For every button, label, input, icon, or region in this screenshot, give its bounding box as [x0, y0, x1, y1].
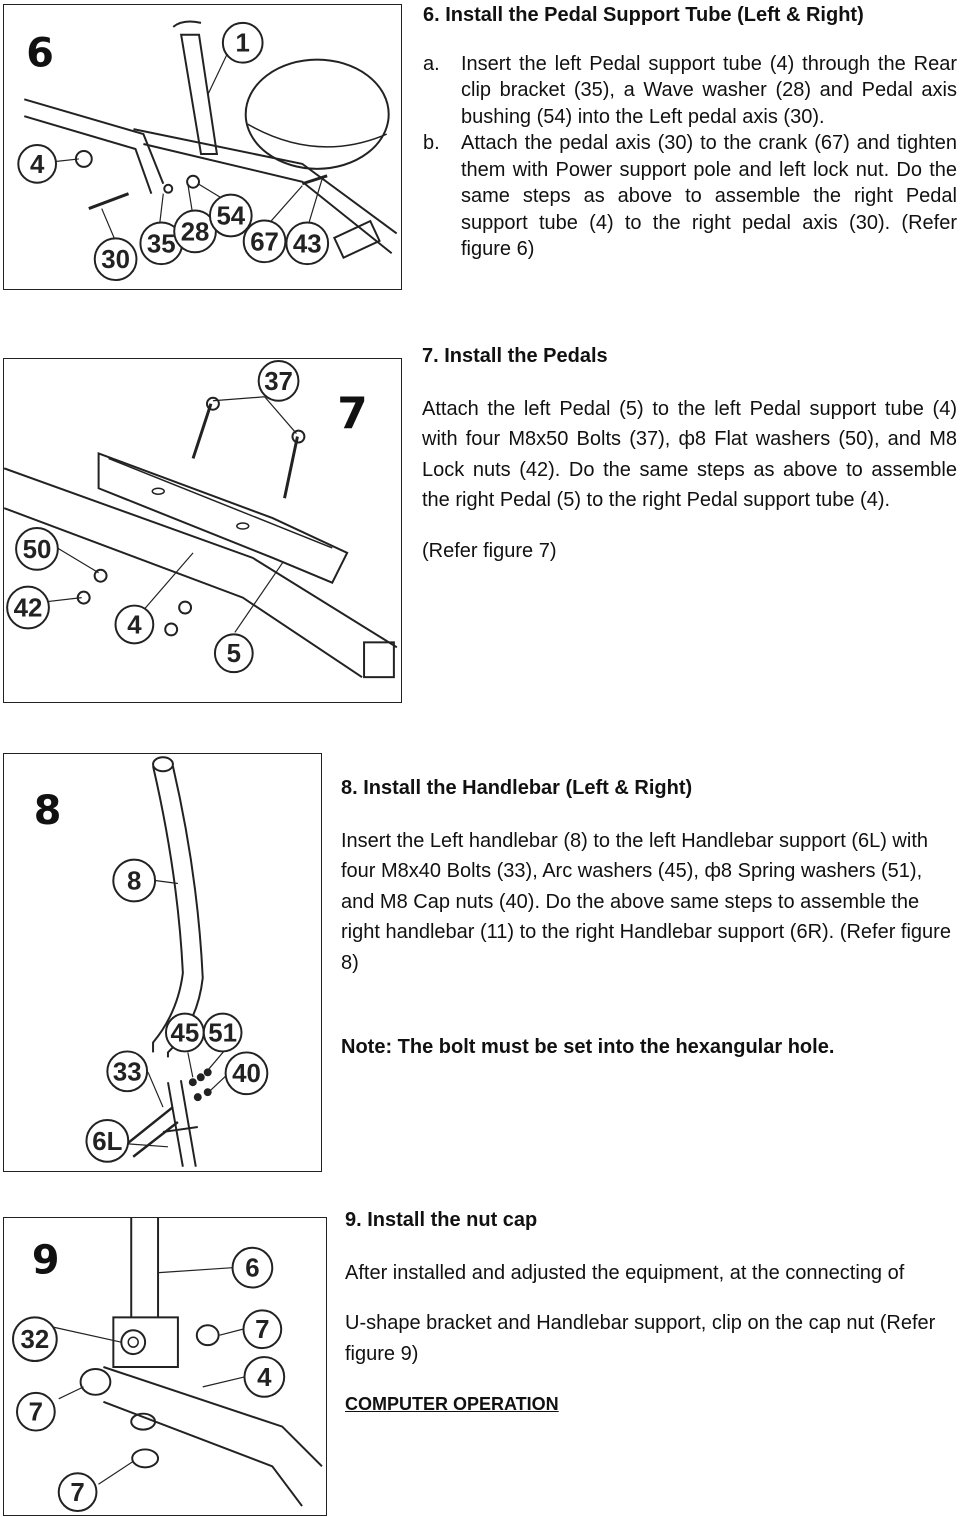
figure-6-number: 6	[26, 30, 54, 77]
svg-text:1: 1	[235, 29, 250, 58]
svg-text:4: 4	[127, 611, 142, 640]
svg-text:6: 6	[245, 1254, 260, 1283]
section-8-note: Note: The bolt must be set into the hexangular hole.	[341, 1036, 835, 1058]
svg-text:4: 4	[29, 150, 45, 179]
figure-8-callout	[107, 1051, 147, 1091]
section-7-refer: (Refer figure 7)	[422, 539, 557, 562]
figure-9-callout	[243, 1310, 281, 1348]
figure-8-number: 8	[33, 787, 62, 834]
figure-9-callout	[13, 1317, 57, 1361]
figure-6-callout	[286, 222, 328, 264]
section-6	[423, 2, 957, 263]
svg-text:7: 7	[70, 1479, 85, 1508]
figure-8-callout	[166, 1014, 204, 1052]
section-8-body: Insert the Left handlebar (8) to the left Handlebar support (6L) with four M8x40 Bolts (33), Arc washers (45), ф8 Spring washers (51), and M8 Cap nuts (40). Do the above same steps to assemble the right handlebar (11) to the right Handlebar support (6R). (Refer figure 8)	[341, 829, 951, 974]
svg-text:6L: 6L	[92, 1127, 123, 1156]
figure-6-callout	[244, 220, 286, 262]
figure-9-callout	[244, 1357, 284, 1397]
section-9	[345, 1205, 955, 1420]
svg-text:8: 8	[126, 867, 142, 896]
figure-6-drawing	[4, 5, 401, 289]
svg-text:7: 7	[255, 1316, 270, 1345]
svg-text:40: 40	[232, 1060, 261, 1089]
svg-text:54: 54	[216, 202, 246, 231]
figure-8	[3, 753, 322, 1172]
computer-operation-heading: COMPUTER OPERATION	[345, 1394, 559, 1414]
step-b-text: Attach the pedal axis (30) to the crank (67) and tighten them with Power support pole and left lock nut. Do the same steps as above to assemble the right Pedal support tube (4) to the right pedal axis (30). (Refer figure 6)	[461, 132, 957, 260]
figure-6-callout	[18, 145, 56, 183]
section-7	[422, 341, 957, 566]
svg-text:43: 43	[292, 230, 322, 259]
svg-text:50: 50	[22, 535, 52, 564]
svg-text:45: 45	[170, 1019, 200, 1048]
svg-text:33: 33	[112, 1058, 142, 1087]
section-9-title: 9. Install the nut cap	[345, 1209, 538, 1231]
figure-9-callout	[233, 1248, 273, 1288]
figure-7-callout	[116, 606, 154, 644]
figure-9-callout	[17, 1393, 55, 1431]
svg-text:28: 28	[180, 218, 210, 247]
section-8-title: 8. Install the Handlebar (Left & Right)	[341, 777, 693, 799]
figure-8-callout	[113, 860, 155, 902]
figure-9-callout	[59, 1473, 97, 1511]
figure-8-callout	[86, 1120, 128, 1162]
step-b-marker: b.	[423, 132, 440, 154]
svg-text:35: 35	[146, 230, 176, 259]
svg-text:67: 67	[250, 228, 279, 257]
svg-text:42: 42	[13, 594, 43, 623]
figure-8-callout	[226, 1052, 268, 1094]
section-7-body: Attach the left Pedal (5) to the left Pedal support tube (4) with four M8x50 Bolts (37), ф8 Flat washers (50), and M8 Lock nuts (42). Do the same steps as above to assemble the right Pedal (5) to the right Pedal support tube (4).	[422, 397, 957, 511]
figure-7-drawing	[4, 359, 401, 702]
figure-7-callout	[215, 634, 253, 672]
section-9-paragraph-2: U-shape bracket and Handlebar support, clip on the cap nut (Refer figure 9)	[345, 1312, 936, 1365]
figure-6-callout	[210, 195, 252, 237]
section-6-step-b	[423, 130, 957, 263]
svg-text:32: 32	[20, 1326, 50, 1355]
svg-text:51: 51	[208, 1019, 237, 1048]
figure-9-drawing	[4, 1218, 326, 1515]
svg-text:4: 4	[257, 1363, 272, 1392]
figure-7-number: 7	[337, 388, 368, 440]
section-8	[341, 773, 957, 1063]
figure-9-number: 9	[31, 1237, 60, 1284]
section-6-title: 6. Install the Pedal Support Tube (Left & Right)	[423, 4, 864, 26]
svg-text:7: 7	[28, 1398, 44, 1427]
figure-7-callout	[7, 587, 49, 629]
figure-6	[3, 4, 402, 290]
figure-6-callout	[95, 238, 137, 280]
svg-text:5: 5	[226, 640, 242, 669]
step-a-marker: a.	[423, 52, 440, 75]
figure-6-callout	[223, 23, 263, 63]
figure-7-callout	[16, 528, 58, 570]
figure-8-drawing	[4, 754, 321, 1171]
figure-7-callout	[259, 361, 299, 401]
figure-7	[3, 358, 402, 703]
svg-text:37: 37	[264, 367, 293, 396]
step-a-text: Insert the left Pedal support tube (4) through the Rear clip bracket (35), a Wave washer (28) and Pedal axis bushing (54) into the Left pedal axis (30).	[461, 52, 957, 128]
figure-8-callout	[204, 1014, 242, 1052]
section-7-title: 7. Install the Pedals	[422, 345, 608, 367]
svg-text:30: 30	[101, 246, 130, 275]
section-6-step-a	[423, 51, 957, 131]
figure-9	[3, 1217, 327, 1516]
section-9-paragraph-1: After installed and adjusted the equipment, at the connecting of	[345, 1261, 905, 1284]
